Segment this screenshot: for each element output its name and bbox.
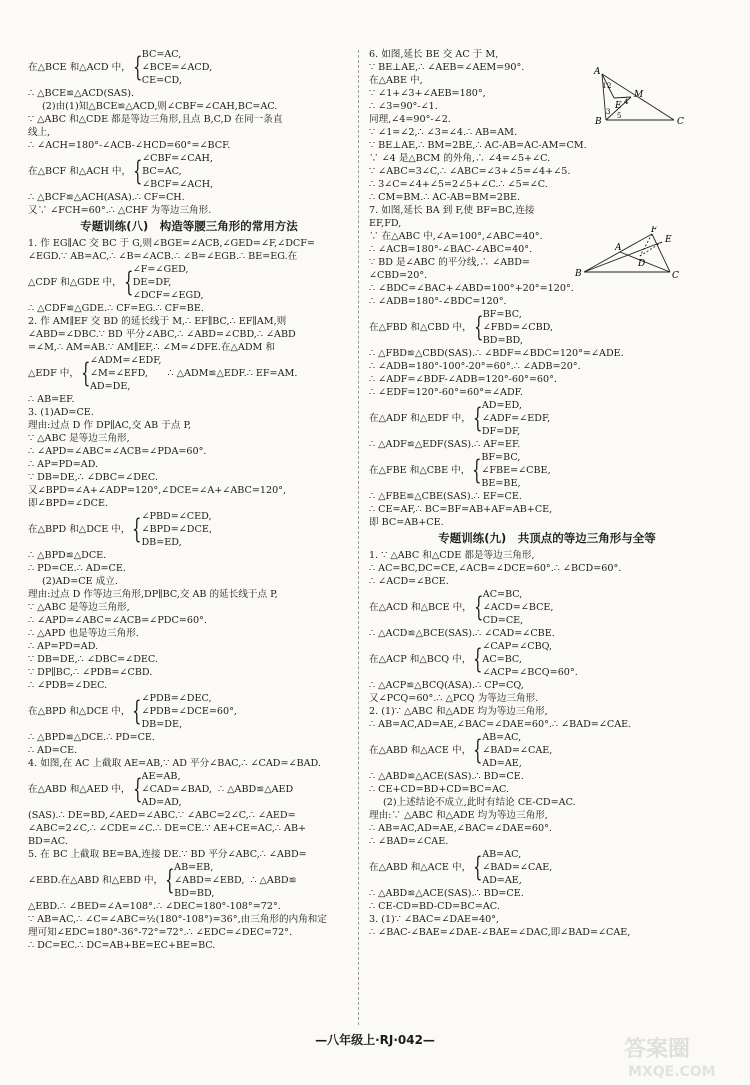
fig6-label-4: 4 xyxy=(624,98,629,106)
system-lines xyxy=(482,731,552,770)
system-line: DF=DF, xyxy=(481,426,521,437)
text-line: 6. 如图,延长 BE 交 AC 于 M, xyxy=(369,49,499,60)
text-line: 7. 如图,延长 BA 到 F,使 BF=BC,连接 xyxy=(369,205,535,216)
system-line: AC=BC, xyxy=(482,654,522,665)
system-brace: { xyxy=(132,696,142,727)
left-column xyxy=(28,48,350,952)
system-lines xyxy=(141,510,211,549)
system-line: BE=BE, xyxy=(481,478,521,489)
system-lines xyxy=(142,48,212,87)
right-column xyxy=(369,48,725,939)
system-prefix: 在△FBD 和△CBD 中， xyxy=(369,322,472,333)
figure-problem-7 xyxy=(572,226,680,282)
text-line: (2)AD=CE 成立. xyxy=(42,576,118,587)
text-line: 理由:过点 D 作 DP∥AC,交 AB 于点 P, xyxy=(28,420,192,431)
text-line: ∴ DC=EC.∴ DC=AB+BE=EC+BE=BC. xyxy=(28,940,216,951)
text-line: ∵ DB=DE,∴ ∠DBC=∠DEC. xyxy=(28,654,158,665)
text-line: ∵ DB=DE,∴ ∠DBC=∠DEC. xyxy=(28,472,158,483)
system-line: AD=AE, xyxy=(482,758,522,769)
system-line: ∠CBF=∠CAH, xyxy=(142,153,213,164)
text-line: ∴ AB=EF. xyxy=(28,394,75,405)
text-line: ∴ △ABD≌△ACE(SAS).∴ BD=CE. xyxy=(369,888,524,899)
text-line: ∴ AP=PD=AD. xyxy=(28,459,99,470)
system-prefix: 在△ACD 和△BCE 中， xyxy=(369,602,472,613)
equation-system xyxy=(369,399,725,438)
equation-system xyxy=(369,588,725,627)
text-line: ∵ BE⊥AE,∴ ∠AEB=∠AEM=90°. xyxy=(369,62,525,73)
system-line: BD=BD, xyxy=(482,335,523,346)
fig7-label-b: B xyxy=(575,269,582,279)
text-line: ∴ ∠ADB=180°-100°-20°=60°.∴ ∠ADB=20°. xyxy=(369,361,581,372)
text-line: (2)由(1)知△BCE≌△ACD,则∠CBF=∠CAH,BC=AC. xyxy=(42,101,278,112)
text-line: 5. 在 BC 上截取 BE=BA,连接 DE.∵ BD 平分∠ABC,∴ ∠ABD= xyxy=(28,849,307,860)
system-line: BF=BC, xyxy=(481,452,521,463)
system-brace: { xyxy=(473,735,483,766)
system-line: ∠M=∠EFD, xyxy=(89,368,148,379)
text-line: ∠ABC=2∠C,∴ ∠CDE=∠C.∴ DE=CE.∵ AE+CE=AC,∴ AB+ xyxy=(28,823,307,834)
text-line: ∴ △BCE≌△ACD(SAS). xyxy=(28,88,135,99)
system-lines xyxy=(481,451,550,490)
svg-text:MXQE.COM: MXQE.COM xyxy=(628,1064,716,1080)
text-line: ∴ AC=BC,DC=CE,∠ACB=∠DCE=60°.∴ ∠BCD=60°. xyxy=(369,563,622,574)
section-heading: 专题训练(九) 共顶点的等边三角形与全等 xyxy=(438,531,656,545)
system-lines xyxy=(133,263,204,302)
text-line: ∴ AP=PD=AD. xyxy=(28,641,99,652)
text-line: ∵ △ABC 是等边三角形, xyxy=(28,433,130,444)
system-suffix: ∴ △ABD≌ xyxy=(250,875,297,886)
system-line: ∠ADM=∠EDF, xyxy=(89,355,162,366)
text-line: ∵ 在△ABC 中,∠A=100°,∠ABC=40°. xyxy=(369,231,543,242)
text-line: 1. 作 EG∥AC 交 BC 于 G,则∠BGE=∠ACB,∠GED=∠F,∠DCF= xyxy=(28,238,315,249)
system-prefix: △CDF 和△GDE 中， xyxy=(28,277,122,288)
system-line: ∠PDB=∠DEC, xyxy=(141,693,212,704)
system-line: ∠BAD=∠CAE, xyxy=(482,862,553,873)
fig7-label-f: F xyxy=(651,226,658,235)
system-prefix: 在△BCF 和△ACH 中， xyxy=(28,166,132,177)
system-line: ∠F=∠GED, xyxy=(132,264,189,275)
system-line: AB=EB, xyxy=(174,862,214,873)
text-line: 理由:∵ △ABC 和△ADE 均为等边三角形, xyxy=(369,810,548,821)
system-line: ∠CAP=∠CBQ, xyxy=(482,641,553,652)
system-brace: { xyxy=(473,852,483,883)
text-line: ∴ ∠ACH=180°-∠ACB-∠HCD=60°=∠BCF. xyxy=(28,140,231,151)
watermark-logo xyxy=(620,1030,742,1082)
text-line: ∠EGD.∵ AB=AC,∴ ∠B=∠ACB.∴ ∠B=∠EGB.∴ BE=EG.在 xyxy=(28,251,298,262)
fig6-label-b: B xyxy=(595,117,602,124)
fig7-label-d: D xyxy=(638,259,646,269)
system-line: AD=DE, xyxy=(89,381,131,392)
system-lines xyxy=(141,692,236,731)
text-line: EF,FD, xyxy=(369,218,402,229)
fig7-label-a: A xyxy=(615,243,622,253)
system-line: AE=AB, xyxy=(141,771,181,782)
system-prefix: 在△BCE 和△ACD 中， xyxy=(28,62,131,73)
text-line: ∴ 3∠C=∠4+∠5=2∠5+∠C.∴ ∠5=∠C. xyxy=(369,179,548,190)
text-line: ∴ ∠APD=∠ABC=∠ACB=∠PDA=60°. xyxy=(28,446,207,457)
text-line: ∴ △FBE≌△CBE(SAS).∴ EF=CE. xyxy=(369,491,522,502)
text-line: =∠M,∴ AM=AB.∵ AM∥EF,∴ ∠M=∠DFE.在△ADM 和 xyxy=(28,342,276,353)
system-prefix: 在△BPD 和△DCE 中， xyxy=(28,524,131,535)
text-line: 在△ABE 中, xyxy=(369,75,423,86)
text-line: (SAS).∴ DE=BD,∠AED=∠ABC.∵ ∠ABC=2∠C,∴ ∠AED= xyxy=(28,810,296,821)
system-lines xyxy=(482,399,550,438)
system-lines xyxy=(142,152,213,191)
text-line: ∴ CE-CD=BD-CD=BC=AC. xyxy=(369,901,500,912)
system-line: AB=AC, xyxy=(482,849,522,860)
system-brace: { xyxy=(80,358,91,389)
text-line: ∴ AD=CE. xyxy=(28,745,78,756)
text-line: 3. (1)AD=CE. xyxy=(28,407,94,418)
section-heading: 专题训练(八) 构造等腰三角形的常用方法 xyxy=(80,219,298,233)
text-line: 4. 如图,在 AC 上截取 AE=AB,∵ AD 平分∠BAC,∴ ∠CAD=∠BAD. xyxy=(28,758,321,769)
text-line: ∴ △FBD≌△CBD(SAS).∴ ∠BDF=∠BDC=120°=∠ADE. xyxy=(369,348,624,359)
system-brace: { xyxy=(472,403,483,434)
text-line: 线上, xyxy=(28,127,51,138)
text-line: 2. 作 AM∥EF 交 BD 的延长线于 M,∴ EF∥BC,∴ EF∥AM,则 xyxy=(28,316,287,327)
equation-system xyxy=(369,640,725,679)
system-prefix: 在△ADF 和△EDF 中， xyxy=(369,413,471,424)
system-line: AB=AC, xyxy=(482,732,522,743)
system-line: ∠CAD=∠BAD, xyxy=(141,784,212,795)
text-line: ∴ △APD 也是等边三角形. xyxy=(28,628,139,639)
system-line: CE=CD, xyxy=(141,75,182,86)
text-line: (2)上述结论不成立,此时有结论 CE-CD=AC. xyxy=(383,797,576,808)
fig6-label-m: M xyxy=(634,90,644,100)
text-line: ∴ ∠ACD=∠BCE. xyxy=(369,576,449,587)
fig6-label-3: 3 xyxy=(606,108,611,116)
equation-system xyxy=(28,770,350,809)
system-line: ∠ACP=∠BCQ=60°. xyxy=(482,667,578,678)
text-line: ∴ CE+CD=BD+CD=BC=AC. xyxy=(369,784,510,795)
text-line: ∴ ∠ADB=180°-∠BDC=120°. xyxy=(369,296,507,307)
system-lines xyxy=(482,640,577,679)
system-prefix: ∠EBD.在△ABD 和△EBD 中， xyxy=(28,875,164,886)
system-lines xyxy=(483,588,554,627)
system-line: BC=AC, xyxy=(141,49,182,60)
system-prefix: 在△ACP 和△BCQ 中， xyxy=(369,654,472,665)
system-line: ∠BAD=∠CAE, xyxy=(482,745,553,756)
fig6-label-a: A xyxy=(594,67,601,77)
fig6-label-5: 5 xyxy=(617,112,622,120)
equation-system xyxy=(369,308,725,347)
text-line: ∵ ∠1=∠2,∴ ∠3=∠4.∴ AB=AM. xyxy=(369,127,518,138)
equation-system xyxy=(369,731,725,770)
system-line: AD=AD, xyxy=(141,797,182,808)
text-line: ∴ ∠EDF=120°-60°=60°=∠ADF. xyxy=(369,387,523,398)
system-line: ∠FBD=∠CBD, xyxy=(482,322,554,333)
system-prefix: 在△ABD 和△ACE 中， xyxy=(369,745,472,756)
text-line: 即 BC=AB+CE. xyxy=(369,517,444,528)
equation-system xyxy=(28,354,350,393)
text-line: ∠CBD=20°. xyxy=(369,270,428,281)
text-line: ∴ AB=AC,AD=AE,∠BAC=∠DAE=60°.∴ ∠BAD=∠CAE. xyxy=(369,719,632,730)
text-line: ∴ PD=CE.∴ AD=CE. xyxy=(28,563,126,574)
system-line: BC=AC, xyxy=(142,166,182,177)
system-brace: { xyxy=(473,592,484,623)
figure-problem-6 xyxy=(590,62,690,124)
fig6-label-1: 1 xyxy=(602,82,607,90)
system-brace: { xyxy=(132,514,142,545)
text-line: ∴ ∠BAD=∠CAE. xyxy=(369,836,449,847)
equation-system xyxy=(369,848,725,887)
system-brace: { xyxy=(473,312,484,343)
system-suffix: ∴ △ABD≌△AED xyxy=(218,784,294,795)
text-line: 理可知∠EDC=180°-36°-72°=72°.∴ ∠EDC=∠DEC=72°. xyxy=(28,927,293,938)
system-prefix: 在△BPD 和△DCE 中， xyxy=(28,706,131,717)
system-line: ∠PDB=∠DCE=60°, xyxy=(141,706,237,717)
text-line: 理由:过点 D 作等边三角形,DP∥BC,交 AB 的延长线于点 P, xyxy=(28,589,278,600)
equation-system xyxy=(28,861,350,900)
text-line: ∵ DP∥BC,∴ ∠PDB=∠CBD. xyxy=(28,667,153,678)
text-line: ∵ ∠1+∠3+∠AEB=180°, xyxy=(369,88,486,99)
text-line: ∴ ∠BAC-∠BAE=∠DAE-∠BAE=∠DAC,即∠BAD=∠CAE, xyxy=(369,927,631,938)
text-line: ∴ ∠3=90°-∠1. xyxy=(369,101,438,112)
text-line: BD=AC. xyxy=(28,836,68,847)
text-line: 又∵ ∠FCH=60°.∴ △CHF 为等边三角形. xyxy=(28,205,212,216)
system-line: ∠BCE=∠ACD, xyxy=(141,62,213,73)
fig7-label-e: E xyxy=(665,235,672,245)
system-line: ∠FBE=∠CBE, xyxy=(481,465,551,476)
system-line: AD=ED, xyxy=(481,400,522,411)
text-line: 即∠BPD=∠DCE. xyxy=(28,498,108,509)
system-brace: { xyxy=(132,52,143,83)
system-lines xyxy=(482,848,552,887)
system-lines xyxy=(174,861,244,900)
equation-system xyxy=(28,692,350,731)
text-line: 2. (1)∵ △ABC 和△ADE 均为等边三角形, xyxy=(369,706,548,717)
text-line: ∴ AB=AC,AD=AE,∠BAC=∠DAE=60°. xyxy=(369,823,552,834)
text-line: ∴ △BPD≌△DCE.∴ PD=CE. xyxy=(28,732,155,743)
system-brace: { xyxy=(133,156,143,187)
system-line: ∠BCF=∠ACH, xyxy=(142,179,214,190)
text-line: ∴ △CDF≌△GDE.∴ CF=EG.∴ CF=BE. xyxy=(28,303,204,314)
text-line: ∴ ∠ACB=180°-∠BAC-∠ABC=40°. xyxy=(369,244,533,255)
system-line: DE=DF, xyxy=(132,277,172,288)
text-line: ∴ CE=AF,∴ BC=BF=AB+AF=AB+CE, xyxy=(369,504,553,515)
system-line: ∠ADF=∠EDF, xyxy=(481,413,551,424)
text-line: ∴ ∠BDC=∠BAC+∠ABD=100°+20°=120°. xyxy=(369,283,574,294)
system-prefix: 在△FBE 和△CBE 中， xyxy=(369,465,471,476)
system-brace: { xyxy=(132,774,142,805)
system-line: DB=DE, xyxy=(141,719,182,730)
text-line: 1. ∵ △ABC 和△CDE 都是等边三角形, xyxy=(369,550,535,561)
system-lines xyxy=(483,308,553,347)
equation-system xyxy=(28,510,350,549)
system-brace: { xyxy=(473,644,483,675)
system-prefix: 在△ABD 和△AED 中， xyxy=(28,784,131,795)
page-footer: —八年级上·RJ·042— xyxy=(315,1033,435,1047)
system-brace: { xyxy=(165,865,175,896)
equation-system xyxy=(28,48,350,87)
text-line: ∴ ∠PDB=∠DEC. xyxy=(28,680,108,691)
system-suffix: ∴ △ADM≌△EDF.∴ EF=AM. xyxy=(167,368,298,379)
text-line: ∵ BE⊥AE,∴ BM=2BE,∴ AC-AB=AC-AM=CM. xyxy=(369,140,587,151)
system-prefix: △EDF 中， xyxy=(28,368,79,379)
system-line: ∠ACD=∠BCE, xyxy=(482,602,554,613)
text-line: ∠ABD=∠DBC.∵ BD 平分∠ABC,∴ ∠ABD=∠CBD,∴ ∠ABD xyxy=(28,329,296,340)
text-line: ∴ ∠ADF=∠BDF-∠ADB=120°-60°=60°. xyxy=(369,374,557,385)
system-line: ∠ABD=∠EBD, xyxy=(174,875,245,886)
text-line: △EBD.∴ ∠BED=∠A=108°.∴ ∠DEC=180°-108°=72°. xyxy=(28,901,281,912)
text-line: ∴ △ADF≌△EDF(SAS).∴ AF=EF. xyxy=(369,439,521,450)
system-lines xyxy=(90,354,161,393)
text-line: ∵ AB=AC,∴ ∠C=∠ABC=½(180°-108°)=36°,由三角形的内角和定 xyxy=(28,914,327,925)
text-line: ∵ ∠ABC=3∠C,∴ ∠ABC=∠3+∠5=∠4+∠5. xyxy=(369,166,571,177)
system-lines xyxy=(142,770,212,809)
text-line: ∵ △ABC 和△CDE 都是等边三角形,且点 B,C,D 在同一条直 xyxy=(28,114,283,125)
text-line: ∴ △ACD≌△BCE(SAS).∴ ∠CAD=∠CBE. xyxy=(369,628,555,639)
text-line: ∴ CM=BM.∴ AC-AB=BM=2BE. xyxy=(369,192,521,203)
text-line: ∵ ∠4 是△BCM 的外角,∴ ∠4=∠5+∠C. xyxy=(369,153,551,164)
equation-system xyxy=(28,152,350,191)
text-line: ∴ △BCF≌△ACH(ASA).∴ CF=CH. xyxy=(28,192,185,203)
system-line: ∠BPD=∠DCE, xyxy=(141,524,212,535)
system-brace: { xyxy=(123,267,134,298)
system-line: BF=BC, xyxy=(482,309,522,320)
text-line: 又∠PCQ=60°.∴ △PCQ 为等边三角形. xyxy=(369,693,539,704)
system-line: BD=BD, xyxy=(174,888,215,899)
system-line: AD=AE, xyxy=(482,875,522,886)
system-line: DB=ED, xyxy=(141,537,182,548)
text-line: 又∠BPD=∠A+∠ADP=120°,∠DCE=∠A+∠ABC=120°, xyxy=(28,485,287,496)
text-line: 3. (1)∵ ∠BAC=∠DAE=40°, xyxy=(369,914,500,925)
text-line: ∴ △ABD≌△ACE(SAS).∴ BD=CE. xyxy=(369,771,524,782)
fig6-label-2: 2 xyxy=(607,82,612,90)
text-line: ∴ △BPD≌△DCE. xyxy=(28,550,107,561)
system-line: CD=CE, xyxy=(482,615,524,626)
svg-text:答案圈: 答案圈 xyxy=(624,1037,691,1062)
text-line: ∵ △ABC 是等边三角形, xyxy=(28,602,130,613)
system-line: ∠DCF=∠EGD, xyxy=(132,290,204,301)
equation-system xyxy=(28,263,350,302)
system-prefix: 在△ABD 和△ACE 中， xyxy=(369,862,472,873)
equation-system xyxy=(369,451,725,490)
system-brace: { xyxy=(472,455,482,486)
column-divider xyxy=(358,50,359,1025)
text-line: 同理,∠4=90°-∠2. xyxy=(369,114,451,125)
text-line: ∴ △ACP≌△BCQ(ASA).∴ CP=CQ, xyxy=(369,680,524,691)
fig7-label-c: C xyxy=(672,271,679,281)
system-line: ∠PBD=∠CED, xyxy=(141,511,212,522)
text-line: ∵ BD 是∠ABC 的平分线,∴ ∠ABD= xyxy=(369,257,530,268)
fig6-label-e: E xyxy=(615,101,622,111)
fig6-label-c: C xyxy=(677,117,684,124)
system-line: AC=BC, xyxy=(482,589,523,600)
text-line: ∴ ∠APD=∠ABC=∠ACB=∠PDC=60°. xyxy=(28,615,207,626)
